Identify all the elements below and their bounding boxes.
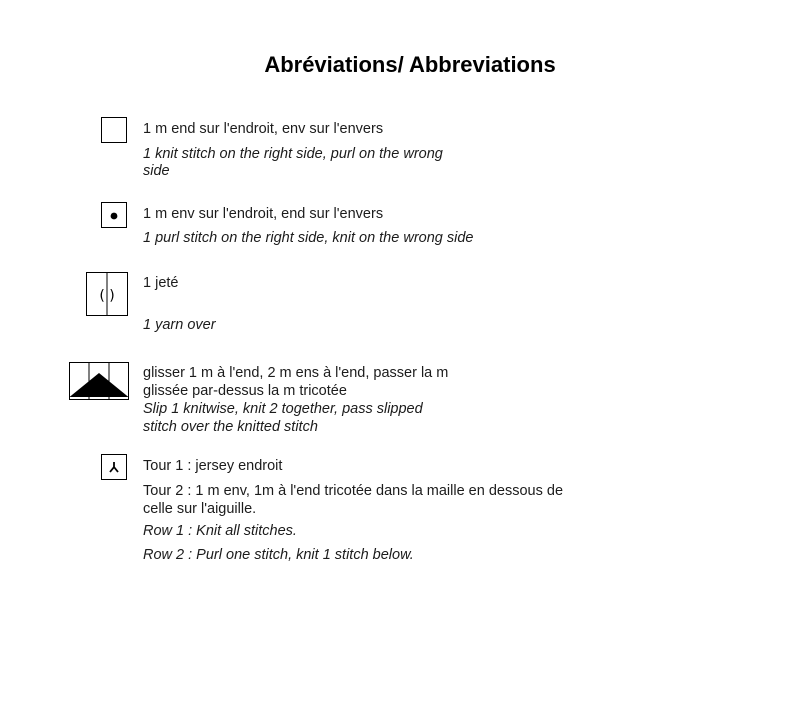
entry-3-english: 1 yarn over	[143, 317, 216, 333]
empty-square-icon	[101, 117, 127, 143]
yarn-over-glyph: ( )	[99, 288, 115, 304]
page-title: Abréviations/ Abbreviations	[264, 52, 556, 77]
dot-square-icon	[101, 202, 127, 228]
entry-4-french-line-1: glisser 1 m à l'end, 2 m ens à l'end, passer la m	[143, 365, 449, 381]
entry-4-french-line-2: glissée par-dessus la m tricotée	[143, 383, 347, 399]
entry-5-english-line-2: Row 2 : Purl one stitch, knit 1 stitch below.	[143, 547, 414, 563]
entry-1-english-line-2: side	[143, 163, 170, 179]
entry-2-french: 1 m env sur l'endroit, end sur l'envers	[143, 206, 384, 222]
entry-1-english-line-1: 1 knit stitch on the right side, purl on the wrong	[143, 146, 443, 162]
entry-5-french-line-3: celle sur l'aiguille.	[143, 501, 257, 517]
double-decrease-triangle-icon	[69, 362, 129, 400]
entry-5-english-line-1: Row 1 : Knit all stitches.	[143, 523, 297, 539]
entry-2-english: 1 purl stitch on the right side, knit on the wrong side	[143, 230, 474, 246]
entry-4-english-line-1: Slip 1 knitwise, knit 2 together, pass slipped	[143, 401, 423, 417]
entry-5-french-line-1: Tour 1 : jersey endroit	[143, 458, 283, 474]
entry-5-french-line-2: Tour 2 : 1 m env, 1m à l'end tricotée dans la maille en dessous de	[143, 483, 564, 499]
entry-3-french: 1 jeté	[143, 275, 179, 291]
entry-4-english-line-2: stitch over the knitted stitch	[143, 419, 318, 435]
entry-1-french: 1 m end sur l'endroit, env sur l'envers	[143, 121, 384, 137]
knit-below-icon	[101, 454, 127, 480]
yarn-over-icon	[86, 272, 128, 316]
